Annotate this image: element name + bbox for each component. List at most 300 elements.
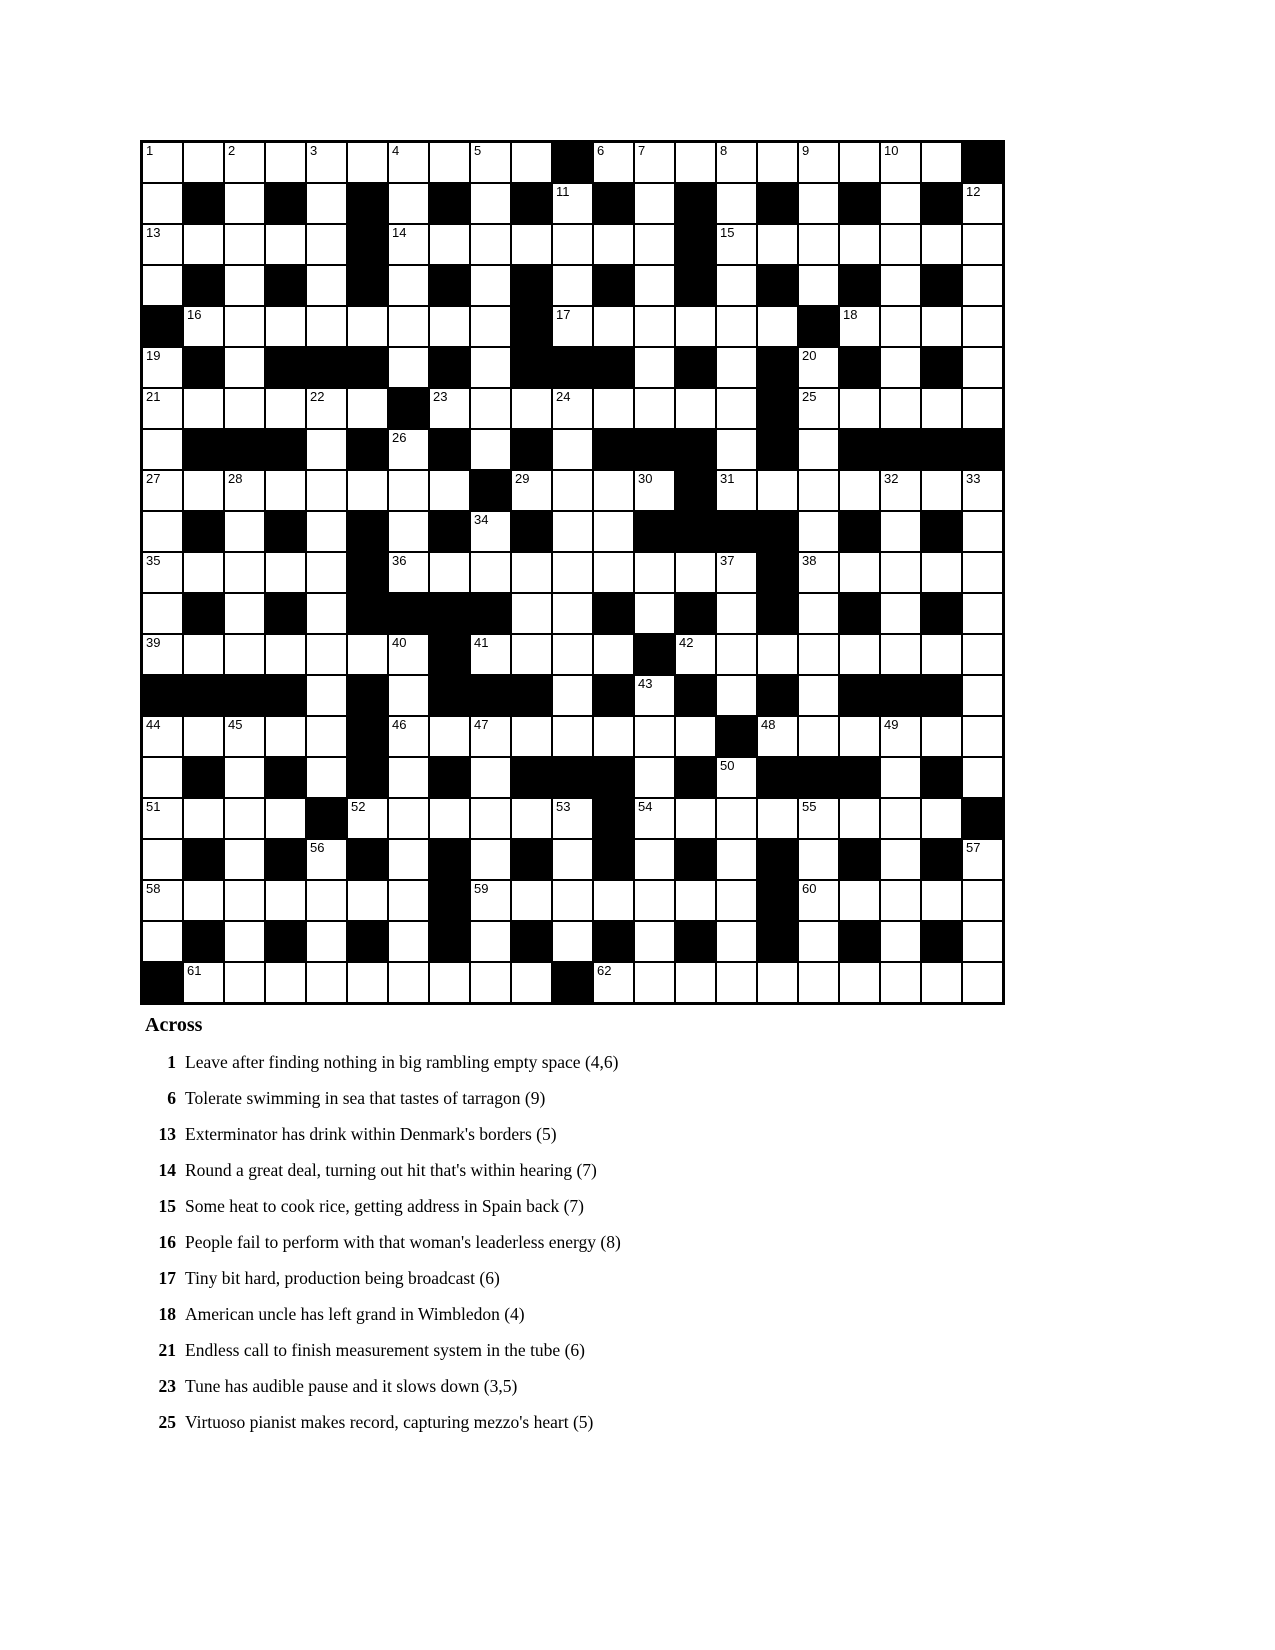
letter-cell[interactable]	[266, 143, 305, 182]
letter-cell[interactable]	[389, 266, 428, 305]
letter-cell[interactable]	[881, 471, 920, 510]
letter-cell[interactable]	[389, 717, 428, 756]
letter-cell[interactable]	[225, 307, 264, 346]
letter-cell[interactable]	[635, 389, 674, 428]
letter-cell[interactable]	[963, 635, 1002, 674]
letter-cell[interactable]	[512, 881, 551, 920]
letter-cell[interactable]	[266, 963, 305, 1002]
letter-cell[interactable]	[266, 553, 305, 592]
letter-cell[interactable]	[963, 225, 1002, 264]
letter-cell[interactable]	[594, 143, 633, 182]
letter-cell[interactable]	[881, 143, 920, 182]
letter-cell[interactable]	[348, 635, 387, 674]
letter-cell[interactable]	[799, 512, 838, 551]
letter-cell[interactable]	[143, 881, 182, 920]
letter-cell[interactable]	[799, 348, 838, 387]
letter-cell[interactable]	[430, 717, 469, 756]
letter-cell[interactable]	[840, 635, 879, 674]
letter-cell[interactable]	[963, 963, 1002, 1002]
letter-cell[interactable]	[717, 430, 756, 469]
letter-cell[interactable]	[512, 799, 551, 838]
letter-cell[interactable]	[225, 922, 264, 961]
letter-cell[interactable]	[471, 635, 510, 674]
letter-cell[interactable]	[143, 922, 182, 961]
letter-cell[interactable]	[307, 143, 346, 182]
letter-cell[interactable]	[881, 389, 920, 428]
letter-cell[interactable]	[348, 389, 387, 428]
letter-cell[interactable]	[799, 881, 838, 920]
letter-cell[interactable]	[717, 225, 756, 264]
letter-cell[interactable]	[553, 471, 592, 510]
letter-cell[interactable]	[963, 307, 1002, 346]
letter-cell[interactable]	[430, 799, 469, 838]
letter-cell[interactable]	[512, 594, 551, 633]
letter-cell[interactable]	[922, 553, 961, 592]
letter-cell[interactable]	[512, 635, 551, 674]
letter-cell[interactable]	[881, 717, 920, 756]
letter-cell[interactable]	[553, 184, 592, 223]
letter-cell[interactable]	[922, 471, 961, 510]
letter-cell[interactable]	[635, 553, 674, 592]
letter-cell[interactable]	[799, 225, 838, 264]
letter-cell[interactable]	[471, 184, 510, 223]
letter-cell[interactable]	[799, 430, 838, 469]
letter-cell[interactable]	[389, 225, 428, 264]
letter-cell[interactable]	[840, 307, 879, 346]
letter-cell[interactable]	[553, 881, 592, 920]
letter-cell[interactable]	[143, 758, 182, 797]
letter-cell[interactable]	[553, 799, 592, 838]
letter-cell[interactable]	[840, 225, 879, 264]
letter-cell[interactable]	[758, 225, 797, 264]
letter-cell[interactable]	[348, 471, 387, 510]
letter-cell[interactable]	[471, 348, 510, 387]
letter-cell[interactable]	[348, 143, 387, 182]
letter-cell[interactable]	[389, 758, 428, 797]
letter-cell[interactable]	[266, 225, 305, 264]
letter-cell[interactable]	[307, 430, 346, 469]
letter-cell[interactable]	[389, 348, 428, 387]
letter-cell[interactable]	[881, 266, 920, 305]
letter-cell[interactable]	[471, 963, 510, 1002]
letter-cell[interactable]	[307, 512, 346, 551]
letter-cell[interactable]	[963, 471, 1002, 510]
letter-cell[interactable]	[348, 799, 387, 838]
letter-cell[interactable]	[963, 553, 1002, 592]
letter-cell[interactable]	[635, 143, 674, 182]
letter-cell[interactable]	[143, 512, 182, 551]
letter-cell[interactable]	[635, 717, 674, 756]
letter-cell[interactable]	[922, 143, 961, 182]
letter-cell[interactable]	[389, 430, 428, 469]
letter-cell[interactable]	[963, 676, 1002, 715]
letter-cell[interactable]	[881, 553, 920, 592]
letter-cell[interactable]	[348, 881, 387, 920]
letter-cell[interactable]	[758, 471, 797, 510]
letter-cell[interactable]	[225, 389, 264, 428]
letter-cell[interactable]	[307, 266, 346, 305]
letter-cell[interactable]	[963, 389, 1002, 428]
letter-cell[interactable]	[840, 799, 879, 838]
letter-cell[interactable]	[963, 348, 1002, 387]
letter-cell[interactable]	[553, 512, 592, 551]
letter-cell[interactable]	[553, 430, 592, 469]
letter-cell[interactable]	[184, 307, 223, 346]
letter-cell[interactable]	[430, 225, 469, 264]
letter-cell[interactable]	[389, 881, 428, 920]
letter-cell[interactable]	[717, 922, 756, 961]
letter-cell[interactable]	[430, 307, 469, 346]
letter-cell[interactable]	[635, 881, 674, 920]
letter-cell[interactable]	[881, 922, 920, 961]
letter-cell[interactable]	[963, 717, 1002, 756]
letter-cell[interactable]	[635, 922, 674, 961]
letter-cell[interactable]	[717, 389, 756, 428]
letter-cell[interactable]	[635, 676, 674, 715]
letter-cell[interactable]	[225, 143, 264, 182]
letter-cell[interactable]	[553, 922, 592, 961]
letter-cell[interactable]	[143, 430, 182, 469]
letter-cell[interactable]	[717, 676, 756, 715]
letter-cell[interactable]	[594, 512, 633, 551]
letter-cell[interactable]	[881, 840, 920, 879]
letter-cell[interactable]	[307, 553, 346, 592]
letter-cell[interactable]	[758, 717, 797, 756]
letter-cell[interactable]	[553, 266, 592, 305]
letter-cell[interactable]	[307, 225, 346, 264]
letter-cell[interactable]	[512, 553, 551, 592]
letter-cell[interactable]	[758, 143, 797, 182]
letter-cell[interactable]	[512, 143, 551, 182]
letter-cell[interactable]	[266, 307, 305, 346]
letter-cell[interactable]	[471, 307, 510, 346]
letter-cell[interactable]	[266, 635, 305, 674]
letter-cell[interactable]	[840, 963, 879, 1002]
letter-cell[interactable]	[389, 963, 428, 1002]
letter-cell[interactable]	[963, 594, 1002, 633]
letter-cell[interactable]	[758, 963, 797, 1002]
letter-cell[interactable]	[307, 389, 346, 428]
letter-cell[interactable]	[266, 389, 305, 428]
letter-cell[interactable]	[758, 307, 797, 346]
letter-cell[interactable]	[389, 512, 428, 551]
letter-cell[interactable]	[594, 963, 633, 1002]
letter-cell[interactable]	[307, 594, 346, 633]
letter-cell[interactable]	[471, 225, 510, 264]
letter-cell[interactable]	[184, 717, 223, 756]
letter-cell[interactable]	[881, 758, 920, 797]
letter-cell[interactable]	[635, 225, 674, 264]
letter-cell[interactable]	[963, 881, 1002, 920]
letter-cell[interactable]	[922, 389, 961, 428]
letter-cell[interactable]	[799, 471, 838, 510]
letter-cell[interactable]	[143, 184, 182, 223]
letter-cell[interactable]	[184, 635, 223, 674]
letter-cell[interactable]	[389, 553, 428, 592]
letter-cell[interactable]	[225, 471, 264, 510]
letter-cell[interactable]	[512, 389, 551, 428]
letter-cell[interactable]	[348, 307, 387, 346]
letter-cell[interactable]	[799, 717, 838, 756]
letter-cell[interactable]	[799, 799, 838, 838]
letter-cell[interactable]	[225, 963, 264, 1002]
letter-cell[interactable]	[881, 881, 920, 920]
letter-cell[interactable]	[389, 922, 428, 961]
letter-cell[interactable]	[389, 799, 428, 838]
letter-cell[interactable]	[922, 225, 961, 264]
letter-cell[interactable]	[881, 512, 920, 551]
letter-cell[interactable]	[881, 594, 920, 633]
letter-cell[interactable]	[266, 881, 305, 920]
letter-cell[interactable]	[553, 307, 592, 346]
letter-cell[interactable]	[717, 881, 756, 920]
letter-cell[interactable]	[143, 717, 182, 756]
letter-cell[interactable]	[389, 676, 428, 715]
letter-cell[interactable]	[717, 799, 756, 838]
letter-cell[interactable]	[184, 963, 223, 1002]
letter-cell[interactable]	[881, 307, 920, 346]
letter-cell[interactable]	[594, 635, 633, 674]
letter-cell[interactable]	[225, 512, 264, 551]
letter-cell[interactable]	[676, 389, 715, 428]
letter-cell[interactable]	[922, 717, 961, 756]
letter-cell[interactable]	[881, 799, 920, 838]
letter-cell[interactable]	[635, 799, 674, 838]
letter-cell[interactable]	[307, 758, 346, 797]
letter-cell[interactable]	[143, 471, 182, 510]
letter-cell[interactable]	[963, 922, 1002, 961]
letter-cell[interactable]	[758, 635, 797, 674]
letter-cell[interactable]	[799, 389, 838, 428]
letter-cell[interactable]	[184, 471, 223, 510]
letter-cell[interactable]	[594, 553, 633, 592]
letter-cell[interactable]	[184, 553, 223, 592]
letter-cell[interactable]	[512, 717, 551, 756]
letter-cell[interactable]	[471, 430, 510, 469]
letter-cell[interactable]	[225, 717, 264, 756]
letter-cell[interactable]	[430, 553, 469, 592]
letter-cell[interactable]	[963, 840, 1002, 879]
letter-cell[interactable]	[676, 143, 715, 182]
letter-cell[interactable]	[225, 225, 264, 264]
letter-cell[interactable]	[471, 799, 510, 838]
letter-cell[interactable]	[389, 635, 428, 674]
letter-cell[interactable]	[143, 348, 182, 387]
letter-cell[interactable]	[922, 799, 961, 838]
letter-cell[interactable]	[225, 758, 264, 797]
letter-cell[interactable]	[471, 553, 510, 592]
letter-cell[interactable]	[553, 553, 592, 592]
letter-cell[interactable]	[143, 225, 182, 264]
letter-cell[interactable]	[676, 635, 715, 674]
letter-cell[interactable]	[225, 635, 264, 674]
letter-cell[interactable]	[635, 594, 674, 633]
letter-cell[interactable]	[840, 143, 879, 182]
letter-cell[interactable]	[635, 963, 674, 1002]
letter-cell[interactable]	[635, 348, 674, 387]
letter-cell[interactable]	[307, 635, 346, 674]
letter-cell[interactable]	[963, 758, 1002, 797]
letter-cell[interactable]	[635, 471, 674, 510]
letter-cell[interactable]	[717, 963, 756, 1002]
letter-cell[interactable]	[799, 840, 838, 879]
letter-cell[interactable]	[676, 717, 715, 756]
letter-cell[interactable]	[225, 553, 264, 592]
letter-cell[interactable]	[307, 840, 346, 879]
letter-cell[interactable]	[717, 307, 756, 346]
letter-cell[interactable]	[717, 553, 756, 592]
letter-cell[interactable]	[840, 389, 879, 428]
letter-cell[interactable]	[717, 758, 756, 797]
letter-cell[interactable]	[143, 594, 182, 633]
letter-cell[interactable]	[717, 840, 756, 879]
letter-cell[interactable]	[225, 840, 264, 879]
letter-cell[interactable]	[143, 553, 182, 592]
letter-cell[interactable]	[389, 840, 428, 879]
letter-cell[interactable]	[471, 717, 510, 756]
letter-cell[interactable]	[594, 471, 633, 510]
letter-cell[interactable]	[799, 963, 838, 1002]
letter-cell[interactable]	[471, 389, 510, 428]
letter-cell[interactable]	[143, 840, 182, 879]
letter-cell[interactable]	[225, 799, 264, 838]
letter-cell[interactable]	[225, 594, 264, 633]
letter-cell[interactable]	[922, 307, 961, 346]
letter-cell[interactable]	[184, 225, 223, 264]
letter-cell[interactable]	[881, 963, 920, 1002]
letter-cell[interactable]	[266, 799, 305, 838]
letter-cell[interactable]	[553, 594, 592, 633]
letter-cell[interactable]	[307, 922, 346, 961]
letter-cell[interactable]	[553, 676, 592, 715]
letter-cell[interactable]	[266, 717, 305, 756]
letter-cell[interactable]	[717, 594, 756, 633]
letter-cell[interactable]	[799, 553, 838, 592]
letter-cell[interactable]	[799, 635, 838, 674]
letter-cell[interactable]	[471, 512, 510, 551]
letter-cell[interactable]	[594, 307, 633, 346]
letter-cell[interactable]	[389, 471, 428, 510]
letter-cell[interactable]	[676, 963, 715, 1002]
letter-cell[interactable]	[963, 512, 1002, 551]
letter-cell[interactable]	[307, 881, 346, 920]
letter-cell[interactable]	[717, 184, 756, 223]
letter-cell[interactable]	[512, 963, 551, 1002]
letter-cell[interactable]	[717, 143, 756, 182]
letter-cell[interactable]	[184, 881, 223, 920]
letter-cell[interactable]	[430, 471, 469, 510]
letter-cell[interactable]	[635, 758, 674, 797]
letter-cell[interactable]	[512, 471, 551, 510]
letter-cell[interactable]	[881, 635, 920, 674]
letter-cell[interactable]	[471, 266, 510, 305]
letter-cell[interactable]	[430, 143, 469, 182]
letter-cell[interactable]	[799, 676, 838, 715]
letter-cell[interactable]	[881, 184, 920, 223]
letter-cell[interactable]	[225, 266, 264, 305]
letter-cell[interactable]	[717, 266, 756, 305]
letter-cell[interactable]	[922, 963, 961, 1002]
letter-cell[interactable]	[635, 307, 674, 346]
letter-cell[interactable]	[307, 184, 346, 223]
letter-cell[interactable]	[143, 635, 182, 674]
letter-cell[interactable]	[963, 184, 1002, 223]
letter-cell[interactable]	[471, 840, 510, 879]
letter-cell[interactable]	[676, 799, 715, 838]
letter-cell[interactable]	[553, 840, 592, 879]
letter-cell[interactable]	[471, 881, 510, 920]
letter-cell[interactable]	[717, 635, 756, 674]
letter-cell[interactable]	[676, 553, 715, 592]
letter-cell[interactable]	[184, 389, 223, 428]
letter-cell[interactable]	[430, 963, 469, 1002]
letter-cell[interactable]	[553, 389, 592, 428]
letter-cell[interactable]	[266, 471, 305, 510]
letter-cell[interactable]	[307, 963, 346, 1002]
letter-cell[interactable]	[553, 717, 592, 756]
letter-cell[interactable]	[143, 389, 182, 428]
letter-cell[interactable]	[676, 881, 715, 920]
letter-cell[interactable]	[799, 266, 838, 305]
letter-cell[interactable]	[184, 799, 223, 838]
letter-cell[interactable]	[471, 143, 510, 182]
letter-cell[interactable]	[881, 348, 920, 387]
letter-cell[interactable]	[348, 963, 387, 1002]
letter-cell[interactable]	[799, 143, 838, 182]
letter-cell[interactable]	[471, 922, 510, 961]
letter-cell[interactable]	[389, 143, 428, 182]
letter-cell[interactable]	[225, 184, 264, 223]
letter-cell[interactable]	[676, 307, 715, 346]
letter-cell[interactable]	[307, 676, 346, 715]
letter-cell[interactable]	[717, 348, 756, 387]
letter-cell[interactable]	[799, 184, 838, 223]
letter-cell[interactable]	[225, 881, 264, 920]
letter-cell[interactable]	[635, 184, 674, 223]
letter-cell[interactable]	[635, 266, 674, 305]
letter-cell[interactable]	[799, 594, 838, 633]
letter-cell[interactable]	[594, 389, 633, 428]
letter-cell[interactable]	[758, 799, 797, 838]
letter-cell[interactable]	[143, 143, 182, 182]
letter-cell[interactable]	[635, 840, 674, 879]
letter-cell[interactable]	[840, 553, 879, 592]
letter-cell[interactable]	[963, 266, 1002, 305]
letter-cell[interactable]	[143, 799, 182, 838]
letter-cell[interactable]	[840, 717, 879, 756]
letter-cell[interactable]	[594, 717, 633, 756]
letter-cell[interactable]	[389, 184, 428, 223]
letter-cell[interactable]	[307, 717, 346, 756]
letter-cell[interactable]	[840, 471, 879, 510]
letter-cell[interactable]	[430, 389, 469, 428]
letter-cell[interactable]	[881, 225, 920, 264]
letter-cell[interactable]	[922, 881, 961, 920]
letter-cell[interactable]	[799, 922, 838, 961]
letter-cell[interactable]	[594, 225, 633, 264]
letter-cell[interactable]	[840, 881, 879, 920]
letter-cell[interactable]	[389, 307, 428, 346]
letter-cell[interactable]	[553, 635, 592, 674]
letter-cell[interactable]	[143, 266, 182, 305]
letter-cell[interactable]	[471, 758, 510, 797]
letter-cell[interactable]	[307, 307, 346, 346]
letter-cell[interactable]	[512, 225, 551, 264]
letter-cell[interactable]	[553, 225, 592, 264]
letter-cell[interactable]	[594, 881, 633, 920]
letter-cell[interactable]	[307, 471, 346, 510]
letter-cell[interactable]	[225, 348, 264, 387]
